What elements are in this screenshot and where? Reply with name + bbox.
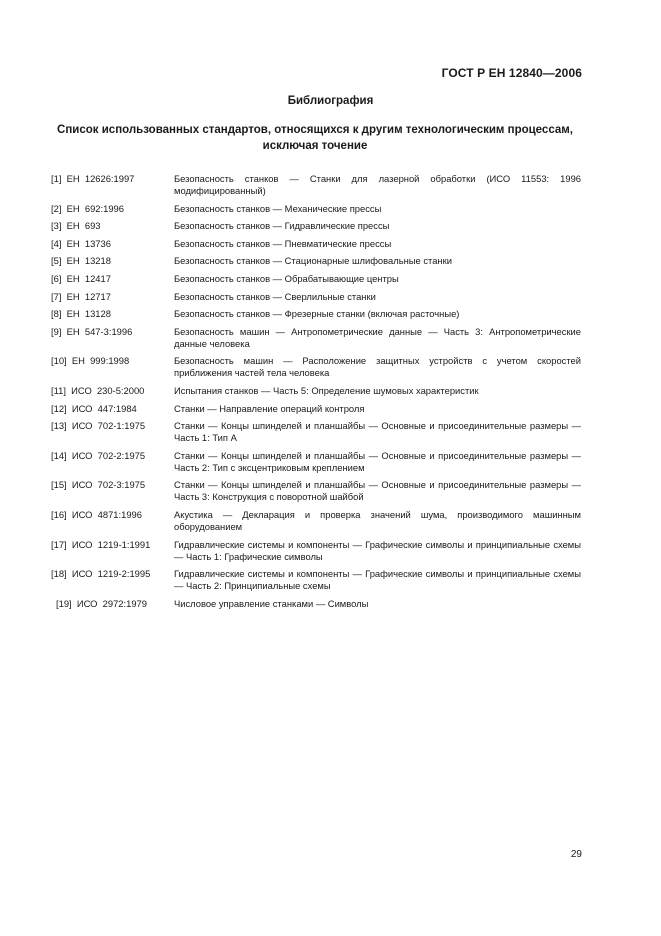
entry-description: Станки — Направление операций контроля (174, 402, 365, 414)
entry-reference: [7] ЕН 12717 (51, 290, 111, 302)
page-number: 29 (570, 849, 582, 860)
bibliography-entry (51, 173, 581, 197)
entry-reference: [2] ЕН 692:1996 (51, 202, 124, 214)
entry-reference: [19] ИСО 2972:1979 (56, 597, 147, 609)
entry-reference: [17] ИСО 1219-1:1991 (51, 538, 151, 550)
entry-reference: [3] ЕН 693 (51, 220, 101, 232)
entry-description: Станки — Концы шпинделей и планшайбы — Основные и присоединительные размеры — Часть 3: Конструкция с поворотной шайбой (174, 479, 581, 503)
entry-description: Числовое управление станками — Символы (174, 597, 369, 609)
entry-reference: [11] ИСО 230-5:2000 (51, 384, 145, 396)
bibliography-entry (51, 220, 581, 232)
entry-description: Испытания станков — Часть 5: Определение шумовых характеристик (174, 384, 479, 396)
entry-description: Безопасность машин — Антропометрические данные — Часть 3: Антропометрические данные человека (174, 325, 581, 349)
entry-description: Безопасность станков — Стационарные шлифовальные станки (174, 255, 452, 267)
entry-reference: [12] ИСО 447:1984 (51, 402, 137, 414)
document-code: ГОСТ Р ЕН 12840—2006 (441, 66, 582, 80)
entry-description: Гидравлические системы и компоненты — Графические символы и принципиальные схемы — Часть 1: Графические символы (174, 538, 581, 562)
bibliography-entry (51, 450, 581, 474)
entry-description: Безопасность станков — Обрабатывающие центры (174, 272, 399, 284)
entry-reference: [16] ИСО 4871:1996 (51, 508, 142, 520)
entry-description: Станки — Концы шпинделей и планшайбы — Основные и присоединительные размеры — Часть 2: Тип с эксцентриковым креплением (174, 449, 581, 473)
bibliography-entry (51, 568, 581, 592)
entry-description: Безопасность станков — Станки для лазерной обработки (ИСО 11553: 1996 модифицированный) (174, 173, 581, 196)
bibliography-entry (51, 291, 581, 303)
entry-reference: [1] ЕН 12626:1997 (51, 173, 135, 184)
bibliography-entry (51, 539, 581, 563)
bibliography-list (51, 173, 581, 615)
bibliography-entry (51, 385, 581, 397)
bibliography-entry (51, 255, 581, 267)
entry-reference: [6] ЕН 12417 (51, 272, 111, 284)
entry-description: Акустика — Декларация и проверка значений шума, производимого машинным оборудованием (174, 508, 581, 532)
bibliography-entry (51, 403, 581, 415)
entry-reference: [10] ЕН 999:1998 (51, 355, 130, 367)
section-subtitle: Список использованных стандартов, относящихся к другим технологическим процессам, исключая точение (57, 124, 573, 152)
entry-description: Станки — Концы шпинделей и планшайбы — Основные и присоединительные размеры — Часть 1: Тип А (174, 420, 581, 444)
bibliography-entry (51, 598, 581, 610)
entry-reference: [9] ЕН 547-3:1996 (51, 325, 133, 337)
entry-description: Безопасность станков — Сверлильные станки (174, 290, 376, 302)
bibliography-entry (51, 355, 581, 379)
bibliography-entry (51, 238, 581, 250)
bibliography-entry (51, 509, 581, 533)
bibliography-entry (51, 308, 581, 320)
entry-reference: [14] ИСО 702-2:1975 (51, 449, 146, 461)
entry-reference: [18] ИСО 1219-2:1995 (51, 568, 151, 580)
entry-description: Безопасность станков — Гидравлические прессы (174, 220, 390, 232)
entry-description: Безопасность машин — Расположение защитных устройств с учетом скоростей приближения частей тела человека (174, 355, 581, 379)
entry-description: Гидравлические системы и компоненты — Графические символы и принципиальные схемы — Часть 2: Принципиальные схемы (174, 568, 581, 592)
bibliography-entry (51, 326, 581, 350)
section-title: Библиография (287, 95, 374, 107)
bibliography-entry (51, 479, 581, 503)
entry-reference: [15] ИСО 702-3:1975 (51, 479, 146, 491)
entry-reference: [8] ЕН 13128 (51, 308, 111, 320)
entry-description: Безопасность станков — Фрезерные станки (включая расточные) (174, 308, 460, 320)
bibliography-entry (51, 273, 581, 285)
bibliography-entry (51, 420, 581, 444)
entry-description: Безопасность станков — Механические прессы (174, 202, 382, 214)
entry-description: Безопасность станков — Пневматические прессы (174, 237, 392, 249)
entry-reference: [13] ИСО 702-1:1975 (51, 420, 146, 432)
entry-reference: [5] ЕН 13218 (51, 255, 111, 267)
bibliography-entry (51, 203, 581, 215)
entry-reference: [4] ЕН 13736 (51, 237, 111, 249)
